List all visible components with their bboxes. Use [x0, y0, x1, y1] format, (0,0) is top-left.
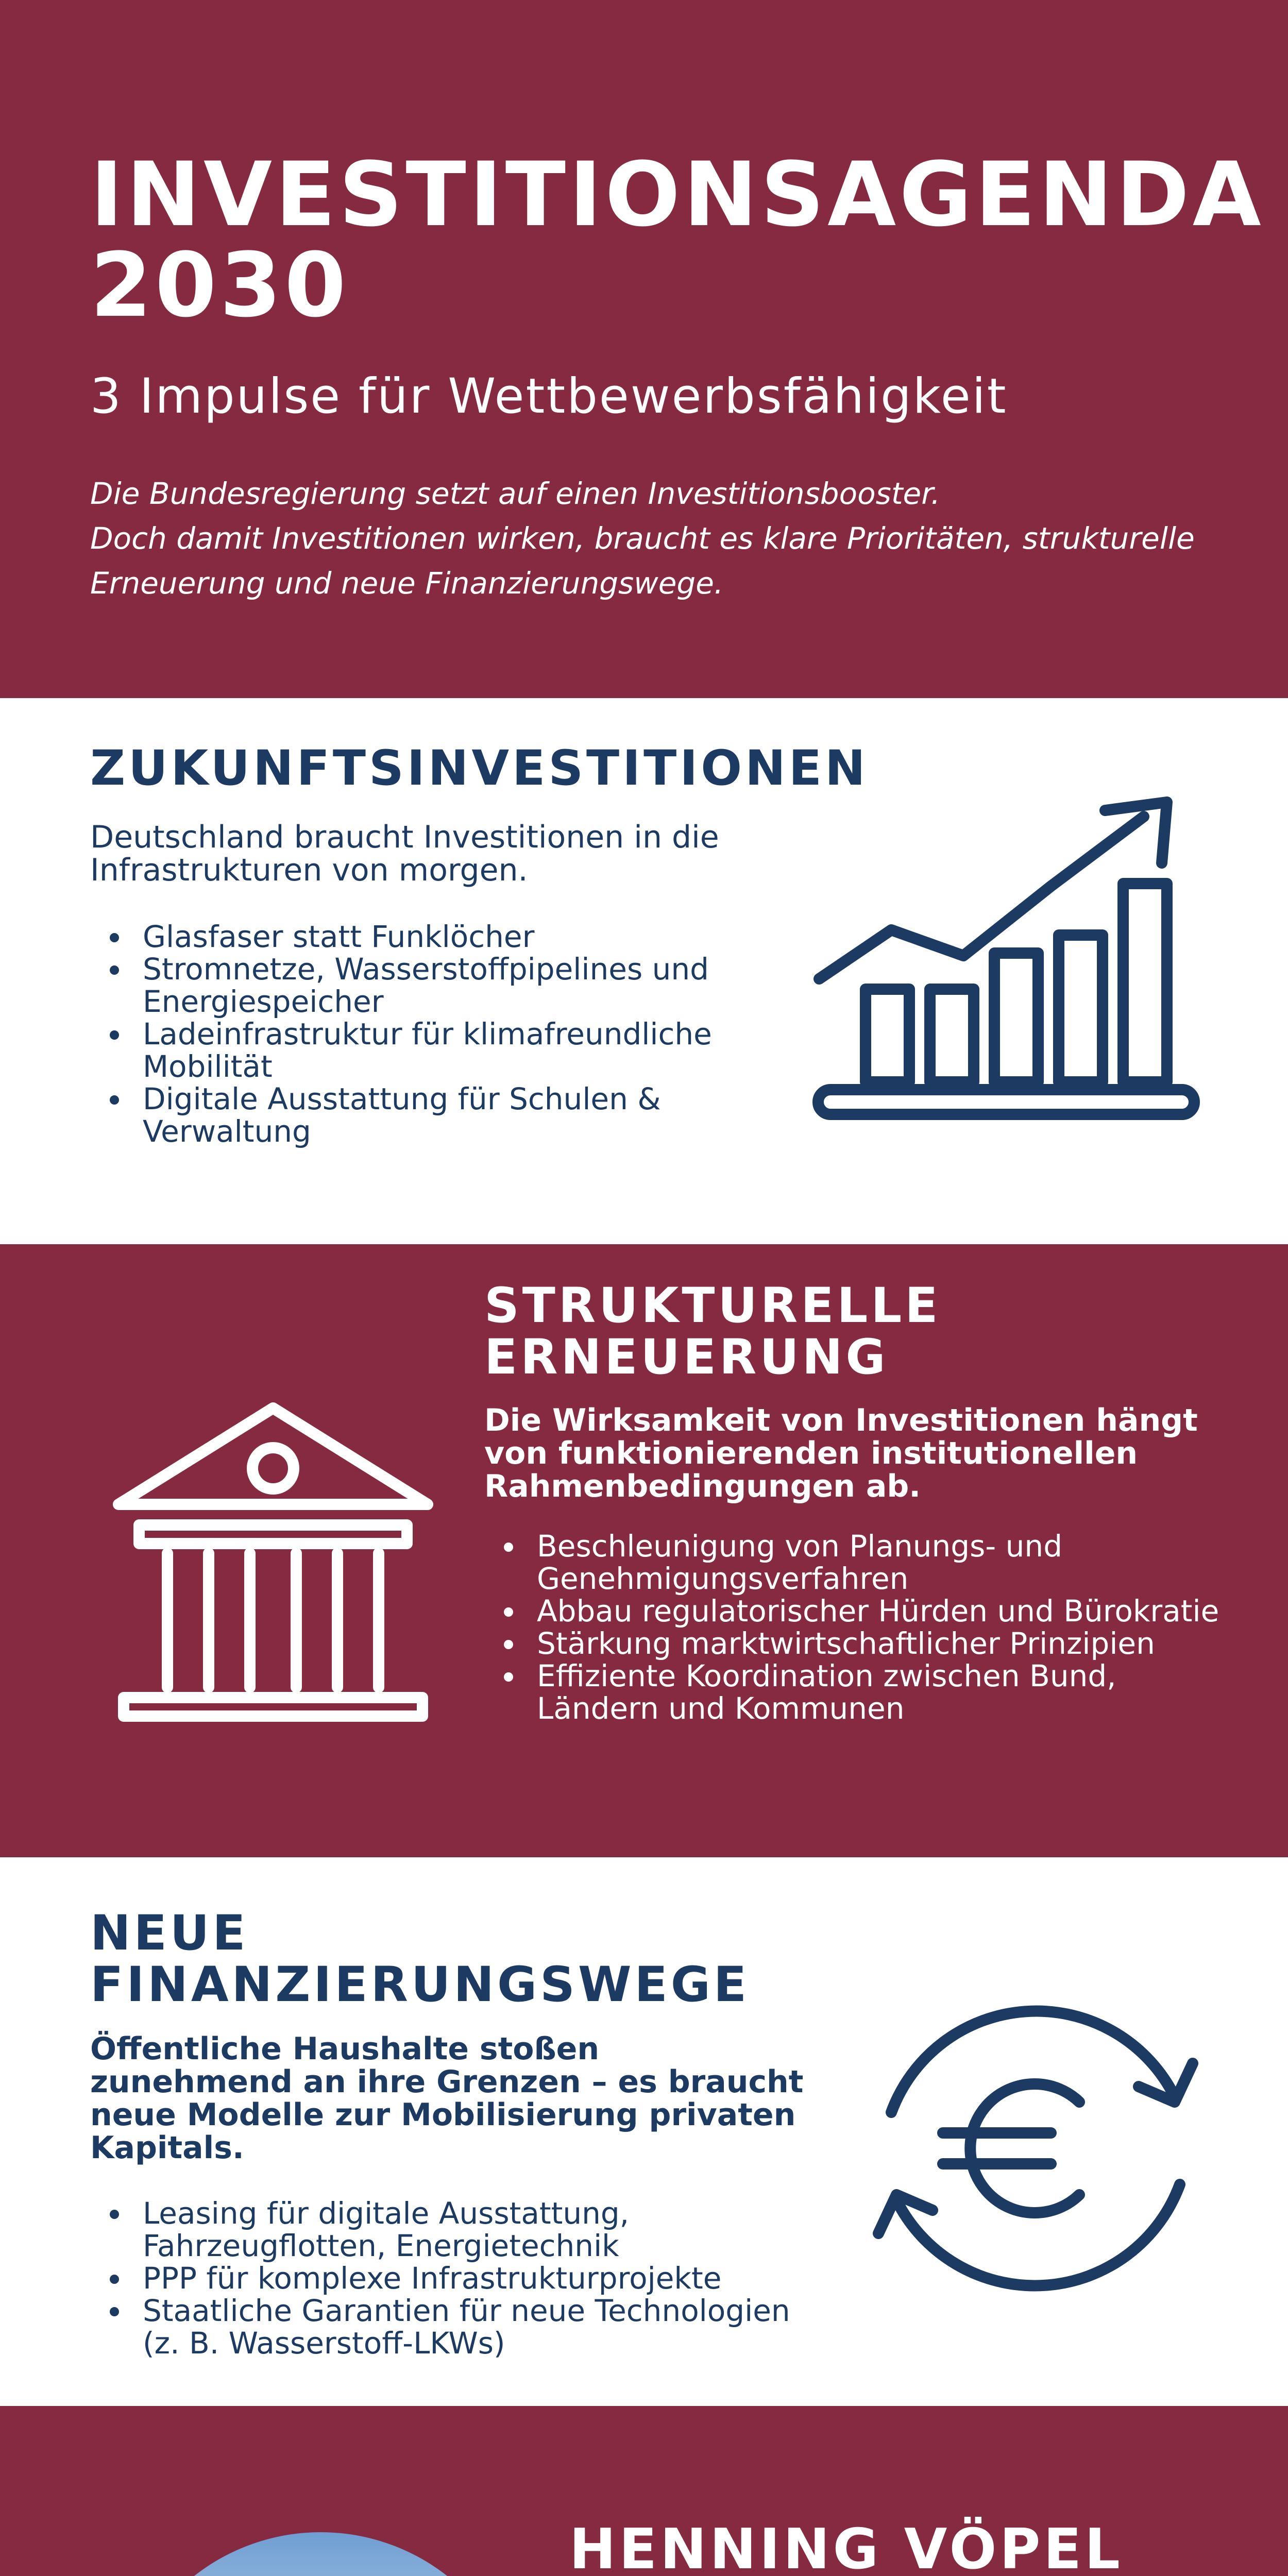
person-name: [569, 2519, 1239, 2576]
list-item: Glasfaser statt Funklöcher: [90, 921, 786, 953]
heading-line-1: NEUE: [90, 1905, 249, 1961]
page-subtitle: 3 Impulse für Wettbewerbsfähigkeit: [90, 368, 1008, 425]
bullet-list: [484, 1530, 1221, 1725]
title-line-2: 2030: [90, 233, 349, 337]
intro-line-2: Doch damit Investitionen wirken, braucht es klare Prioritäten, strukturelle: [90, 521, 1195, 556]
euro-cycle-icon: [850, 1978, 1221, 2318]
list-item: Leasing für digitale Ausstattung, Fahrzeugflotten, Energietechnik: [90, 2197, 811, 2262]
intro-text: [90, 471, 1224, 606]
portrait-photo: [116, 2532, 526, 2576]
list-item: Staatliche Garantien für neue Technologien (z. B. Wasserstoff-LKWs): [90, 2295, 811, 2360]
title-line-1: INVESTITIONSAGENDA: [90, 143, 1264, 246]
heading-line-2: FINANZIERUNGSWEGE: [90, 1957, 750, 2013]
list-item: Digitale Ausstattung für Schulen & Verwaltung: [90, 1083, 786, 1148]
list-item: Effiziente Koordination zwischen Bund, Ländern und Kommunen: [484, 1660, 1221, 1725]
section-quote: [0, 2406, 1288, 2576]
list-item: Abbau regulatorischer Hürden und Bürokratie: [484, 1595, 1221, 1628]
section-heading: [484, 1280, 941, 1383]
intro-line-3: Erneuerung und neue Finanzierungswege.: [90, 566, 724, 601]
list-item: Stromnetze, Wasserstoffpipelines und Energiespeicher: [90, 953, 786, 1018]
section-heading: [90, 1905, 750, 2013]
list-item: Stärkung marktwirtschaftlicher Prinzipien: [484, 1628, 1221, 1660]
bullet-list: [90, 921, 786, 1148]
heading-line-2: ERNEUERUNG: [484, 1329, 889, 1385]
hero-section: [0, 0, 1288, 698]
institution-building-icon: [108, 1399, 438, 1728]
section-lead: Deutschland braucht Investitionen in die Infrastrukturen von morgen.: [90, 819, 719, 888]
section-zukunftsinvestitionen: [0, 698, 1288, 1244]
bullet-list: [90, 2197, 811, 2360]
section-lead: Öffentliche Haushalte stoßen zunehmend an ihre Grenzen – es braucht neue Modelle zur Mobilisierung privaten Kapitals.: [90, 2031, 804, 2166]
section-heading: ZUKUNFTSINVESTITIONEN: [90, 740, 869, 796]
page-title: [90, 143, 1264, 337]
list-item: Ladeinfrastruktur für klimafreundliche Mobilität: [90, 1018, 786, 1083]
intro-line-1: Die Bundesregierung setzt auf einen Investitionsbooster.: [90, 476, 941, 511]
growth-chart-icon: [809, 796, 1206, 1131]
list-item: Beschleunigung von Planungs- und Genehmigungsverfahren: [484, 1530, 1221, 1595]
list-item: PPP für komplexe Infrastrukturprojekte: [90, 2262, 811, 2295]
section-strukturelle-erneuerung: [0, 1244, 1288, 1857]
name-line: HENNING VÖPEL: [569, 2517, 1123, 2576]
section-lead: Die Wirksamkeit von Investitionen hängt von funktionierenden institutionellen Rahmenbedingungen ab.: [484, 1402, 1198, 1504]
section-neue-finanzierungswege: [0, 1857, 1288, 2406]
heading-line-1: STRUKTURELLE: [484, 1278, 941, 1334]
